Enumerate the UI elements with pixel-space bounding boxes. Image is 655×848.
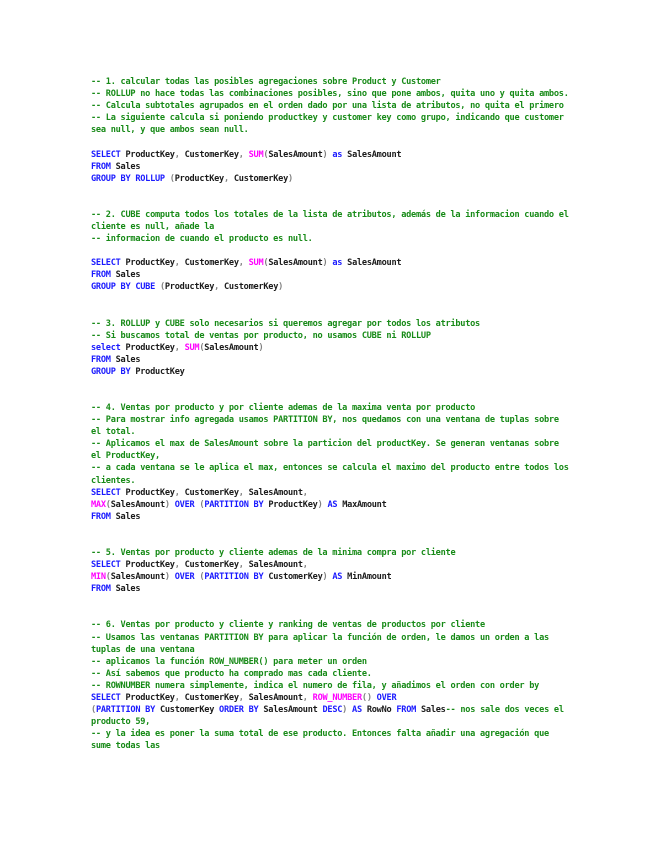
- code-line: [91, 499, 571, 511]
- comment-line: [91, 680, 571, 692]
- punctuation: ,: [174, 258, 185, 269]
- comment: -- 6. Ventas por producto y cliente y ranking de ventas de productos por cliente: [91, 620, 485, 631]
- punctuation: ,: [223, 173, 234, 184]
- comment-line: [91, 656, 571, 668]
- punctuation: ,: [238, 560, 249, 570]
- identifier: SalesAmount: [347, 149, 402, 160]
- code-line: [91, 136, 571, 148]
- function-name: SUM: [248, 149, 264, 160]
- punctuation: ): [322, 258, 333, 269]
- identifier: CustomerKey: [268, 572, 323, 583]
- identifier: RowNo: [366, 705, 397, 716]
- identifier: ProductKey: [125, 560, 175, 570]
- comment: -- aplicamos la función ROW_NUMBER() para meter un orden: [91, 656, 367, 667]
- comment-line: [91, 330, 571, 342]
- comment: -- Calcula subtotales agrupados en el orden dado por una lista de atributos, no quita el primero: [91, 101, 564, 112]
- punctuation: ): [278, 282, 284, 293]
- keyword: FROM: [91, 584, 116, 595]
- keyword: PARTITION BY: [204, 572, 269, 583]
- identifier: SalesAmount: [248, 693, 303, 704]
- punctuation: ,: [238, 258, 249, 269]
- sql-block-1: [91, 76, 571, 185]
- comment-line: [91, 668, 571, 680]
- identifier: ProductKey: [125, 693, 175, 704]
- code-line: [91, 342, 571, 354]
- comment-line: [91, 414, 571, 438]
- identifier: Sales: [420, 705, 446, 716]
- punctuation: ): [288, 173, 293, 184]
- identifier: SalesAmount: [268, 149, 323, 160]
- keyword: SELECT: [91, 149, 126, 160]
- comment: -- nos sale dos veces el producto 59,: [91, 705, 569, 728]
- identifier: Sales: [115, 270, 141, 281]
- comment: -- y la idea es poner la suma total de ese producto. Entonces falta añadir una agregación que sume todas las: [91, 729, 554, 752]
- identifier: Sales: [115, 354, 141, 365]
- comment-line: [91, 100, 571, 112]
- identifier: CustomerKey: [184, 149, 239, 160]
- comment-line: [91, 462, 574, 486]
- identifier: ProductKey: [164, 282, 215, 293]
- comment: -- a cada ventana se le aplica el max, entonces se calcula el maximo del producto entre todos los clientes.: [91, 463, 574, 486]
- identifier: CustomerKey: [159, 705, 220, 716]
- code-line: [91, 487, 571, 499]
- keyword: PARTITION BY: [204, 499, 269, 510]
- punctuation: ,: [174, 693, 185, 704]
- punctuation: (: [105, 499, 111, 510]
- identifier: ProductKey: [174, 173, 224, 184]
- comment: -- ROWNUMBER numera simplemente, indica el numero de fila, y añadimos el orden con order by: [91, 680, 540, 691]
- comment: -- Así sabemos que producto ha comprado mas cada cliente.: [91, 668, 372, 679]
- punctuation: (: [263, 149, 269, 160]
- identifier: CustomerKey: [184, 693, 239, 704]
- keyword: SELECT: [91, 487, 126, 498]
- function-name: SUM: [248, 258, 264, 269]
- keyword: SELECT: [91, 560, 126, 570]
- keyword: GROUP BY: [91, 366, 136, 377]
- identifier: MaxAmount: [342, 499, 387, 510]
- identifier: CustomerKey: [184, 560, 239, 570]
- keyword: OVER: [376, 693, 397, 704]
- punctuation: ,: [302, 487, 308, 498]
- code-line: [91, 245, 571, 257]
- punctuation: ,: [302, 560, 308, 570]
- comment-line: [91, 76, 571, 88]
- identifier: ProductKey: [125, 342, 175, 353]
- comment: -- Si buscamos total de ventas por producto, no usamos CUBE ni ROLLUP: [91, 330, 431, 341]
- punctuation: (): [361, 693, 377, 704]
- comment-line: [91, 402, 571, 414]
- punctuation: ,: [174, 487, 185, 498]
- comment: -- informacion de cuando el producto es null.: [91, 234, 313, 245]
- punctuation: ,: [238, 693, 249, 704]
- keyword: GROUP BY CUBE: [91, 282, 160, 293]
- comment: -- La siguiente calcula si poniendo productkey y customer key como grupo, indicando que customer sea null, y que ambos sean null.: [91, 113, 569, 136]
- block-spacer: [91, 185, 571, 209]
- comment: -- 4. Ventas por producto y por cliente ademas de la maxima venta por producto: [91, 402, 476, 413]
- identifier: SalesAmount: [347, 258, 402, 269]
- identifier: ProductKey: [268, 499, 318, 510]
- identifier: SalesAmount: [248, 487, 303, 498]
- sql-block-5: [91, 547, 571, 607]
- keyword: AS: [332, 572, 348, 583]
- identifier: SalesAmount: [110, 572, 165, 583]
- comment-line: [91, 547, 571, 559]
- code-line: [91, 692, 571, 704]
- comment-line: [91, 112, 571, 136]
- comment: -- 5. Ventas por producto y cliente ademas de la minima compra por cliente: [91, 547, 456, 558]
- identifier: ProductKey: [125, 258, 175, 269]
- keyword: DESC: [322, 705, 343, 716]
- code-line: [91, 281, 571, 293]
- sql-block-3: [91, 318, 571, 378]
- punctuation: ,: [238, 149, 249, 160]
- comment: -- Usamos las ventanas PARTITION BY para aplicar la función de orden, le damos un orden a las tuplas de una ventana: [91, 632, 554, 655]
- punctuation: ,: [214, 282, 224, 293]
- code-line: [91, 161, 571, 173]
- punctuation: ): [164, 572, 175, 583]
- punctuation: (: [91, 705, 96, 716]
- comment-line: [91, 632, 571, 656]
- keyword: select: [91, 342, 126, 353]
- comment: -- Aplicamos el max de SalesAmount sobre la particion del productKey. Se generan ventanas sobre el ProductKey,: [91, 439, 564, 462]
- identifier: ProductKey: [135, 366, 185, 377]
- comment-line: [91, 233, 571, 245]
- punctuation: ,: [174, 560, 185, 570]
- punctuation: ,: [174, 342, 185, 353]
- punctuation: ,: [238, 487, 249, 498]
- keyword: OVER: [174, 499, 200, 510]
- comment-line: [91, 88, 571, 100]
- code-line: [91, 366, 571, 378]
- block-spacer: [91, 294, 571, 318]
- punctuation: (: [159, 282, 165, 293]
- identifier: SalesAmount: [204, 342, 259, 353]
- punctuation: ): [317, 499, 328, 510]
- code-line: [91, 595, 571, 607]
- comment-line: [91, 728, 571, 752]
- comment: -- 2. CUBE computa todos los totales de la lista de atributos, además de la informacion cuando el cliente es null, añade la: [91, 209, 574, 232]
- identifier: SalesAmount: [110, 499, 165, 510]
- comment-line: [91, 619, 571, 631]
- comment-line: [91, 438, 571, 462]
- identifier: SalesAmount: [268, 258, 323, 269]
- punctuation: (: [199, 572, 205, 583]
- identifier: Sales: [115, 511, 141, 522]
- code-line: [91, 704, 571, 728]
- code-line: [91, 257, 571, 269]
- keyword: ORDER BY: [219, 705, 264, 716]
- code-line: [91, 269, 571, 281]
- identifier: ProductKey: [125, 487, 175, 498]
- keyword: as: [332, 258, 348, 269]
- identifier: MinAmount: [347, 572, 392, 583]
- code-line: [91, 354, 571, 366]
- block-spacer: [91, 523, 571, 547]
- function-name: MIN: [91, 572, 106, 583]
- identifier: CustomerKey: [184, 258, 239, 269]
- block-spacer: [91, 607, 571, 619]
- identifier: SalesAmount: [248, 560, 303, 570]
- punctuation: ,: [174, 149, 185, 160]
- punctuation: (: [169, 173, 175, 184]
- punctuation: ): [322, 572, 333, 583]
- sql-document: [91, 76, 574, 753]
- code-line: [91, 571, 571, 583]
- punctuation: ): [164, 499, 175, 510]
- function-name: ROW_NUMBER: [312, 693, 362, 704]
- keyword: as: [332, 149, 348, 160]
- punctuation: ): [322, 149, 333, 160]
- keyword: PARTITION BY: [95, 705, 160, 716]
- punctuation: (: [263, 258, 269, 269]
- identifier: CustomerKey: [233, 173, 289, 184]
- keyword: GROUP BY ROLLUP: [91, 173, 170, 184]
- keyword: SELECT: [91, 258, 126, 269]
- code-line: [91, 559, 571, 571]
- identifier: SalesAmount: [263, 705, 323, 716]
- keyword: FROM: [91, 511, 116, 522]
- sql-block-4: [91, 402, 574, 523]
- code-line: [91, 173, 571, 185]
- function-name: SUM: [184, 342, 200, 353]
- keyword: FROM: [91, 161, 116, 172]
- code-line: [91, 511, 571, 523]
- punctuation: (: [105, 572, 111, 583]
- keyword: AS: [327, 499, 343, 510]
- comment: -- 1. calcular todas las posibles agregaciones sobre Product y Customer: [91, 77, 441, 87]
- function-name: MAX: [91, 499, 106, 510]
- comment-line: [91, 318, 571, 330]
- keyword: AS: [352, 705, 367, 716]
- comment: -- 3. ROLLUP y CUBE solo necesarios si queremos agregar por todos los atributos: [91, 318, 480, 329]
- sql-block-6: [91, 619, 571, 752]
- identifier: ProductKey: [125, 149, 175, 160]
- code-line: [91, 583, 571, 595]
- identifier: Sales: [115, 584, 141, 595]
- comment-line: [91, 209, 574, 233]
- punctuation: ): [258, 342, 264, 353]
- keyword: OVER: [174, 572, 200, 583]
- block-spacer: [91, 378, 571, 402]
- identifier: CustomerKey: [223, 282, 279, 293]
- identifier: Sales: [115, 161, 141, 172]
- sql-block-2: [91, 209, 574, 294]
- code-line: [91, 149, 571, 161]
- punctuation: ): [342, 705, 353, 716]
- comment: -- ROLLUP no hace todas las combinaciones posibles, sino que pone ambos, quita uno y quita ambos.: [91, 89, 569, 100]
- keyword: FROM: [396, 705, 421, 716]
- identifier: CustomerKey: [184, 487, 239, 498]
- punctuation: (: [199, 499, 205, 510]
- keyword: SELECT: [91, 693, 126, 704]
- punctuation: ,: [302, 693, 313, 704]
- keyword: FROM: [91, 354, 116, 365]
- comment: -- Para mostrar info agregada usamos PARTITION BY, nos quedamos con una ventana de tuplas sobre el total.: [91, 415, 564, 438]
- punctuation: (: [199, 342, 205, 353]
- keyword: FROM: [91, 270, 116, 281]
